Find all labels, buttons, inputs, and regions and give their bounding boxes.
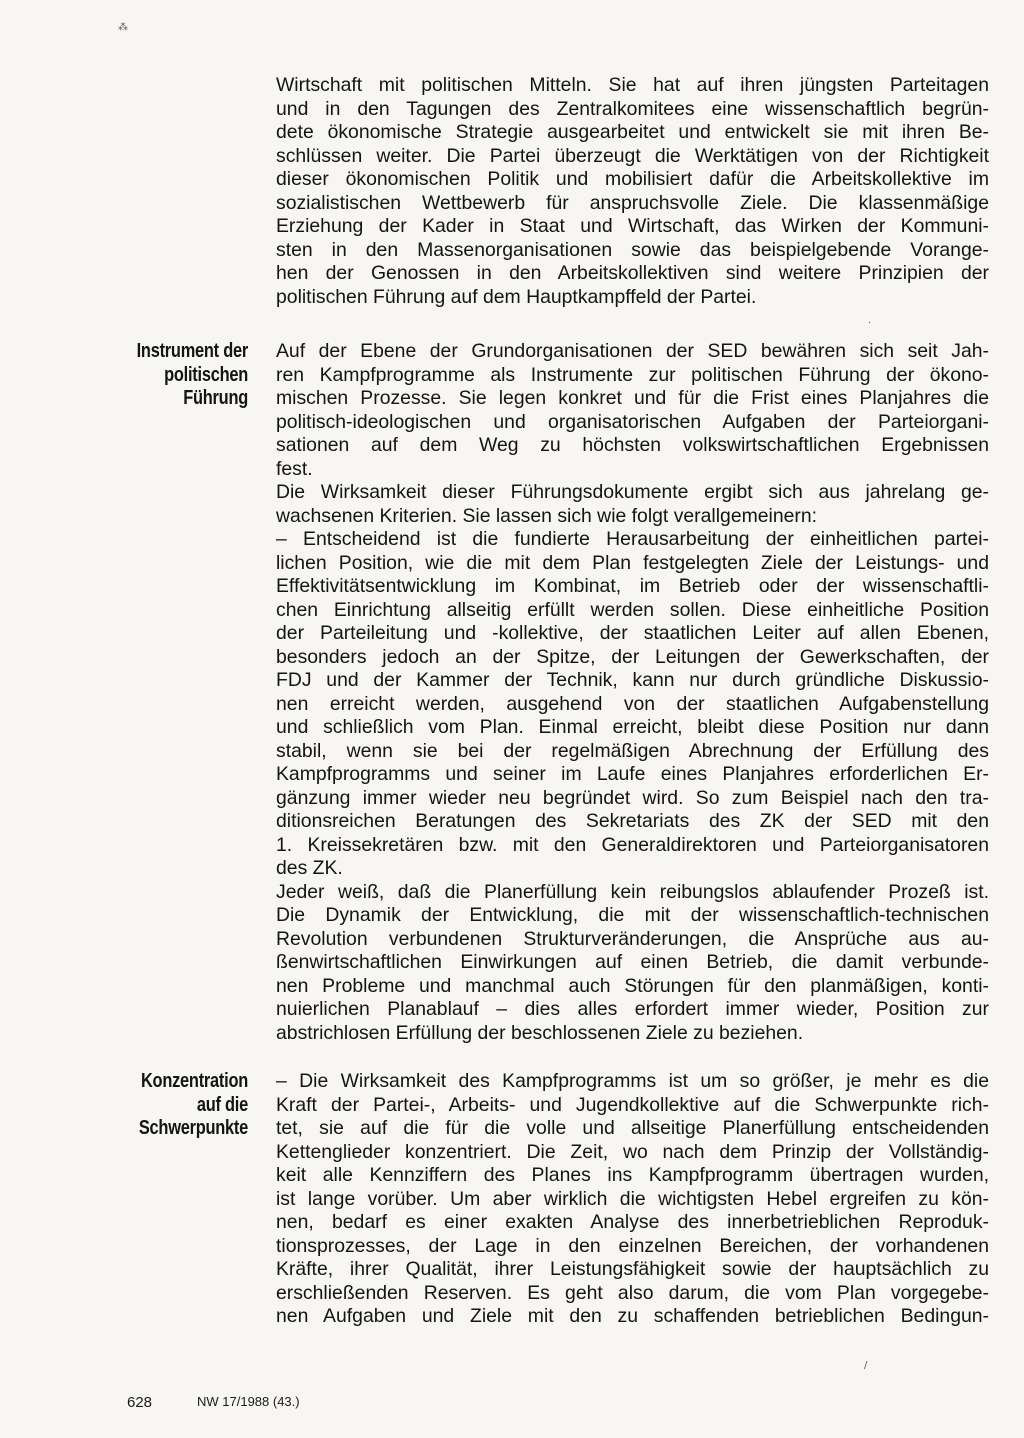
text-line: – Die Wirksamkeit des Kampfprogramms ist um so größer, je mehr es die <box>276 1070 989 1092</box>
text-line: wachsenen Kriterien. Sie lassen sich wie folgt verallgemeinern: <box>276 504 818 527</box>
text-line: lichen Position, wie die mit dem Plan festgelegten Ziele der Leistungs- und <box>276 551 989 574</box>
text-line: besonders jedoch an der Spitze, der Leitungen der Gewerkschaften, der <box>276 645 989 668</box>
text-line: erschließenden Reserven. Es geht also darum, die vom Plan vorgegebe- <box>276 1281 989 1304</box>
text-line: Erziehung der Kader in Staat und Wirtschaft, das Wirken der Kommuni- <box>276 215 989 237</box>
text-block-instrument <box>276 340 989 1045</box>
text-line: Die Dynamik der Entwicklung, die mit der wissenschaftlich-technischen <box>276 904 989 926</box>
text-line: mischen Prozesse. Sie legen konkret und für die Frist eines Planjahres die <box>276 387 989 409</box>
text-line: ßenwirtschaftlichen Einwirkungen auf einen Betrieb, die damit verbunde- <box>276 951 989 973</box>
text-line: Kettenglieder konzentriert. Die Zeit, wo nach dem Prinzip der Vollständig- <box>276 1140 989 1163</box>
text-line: ist lange vorüber. Um aber wirklich die wichtigsten Hebel ergreifen zu kön- <box>276 1187 989 1210</box>
text-line: und in den Tagungen des Zentralkomitees eine wissenschaftlich begrün- <box>276 97 989 120</box>
text-line: und schließlich vom Plan. Einmal erreicht, bleibt diese Position nur dann <box>276 716 989 738</box>
text-line: nen Probleme und manchmal auch Störungen für den planmäßigen, konti- <box>276 974 989 997</box>
text-line: Auf der Ebene der Grundorganisationen der SED bewähren sich seit Jah- <box>276 340 989 362</box>
text-line: gänzung immer wieder neu begründet wird. So zum Beispiel nach den tra- <box>276 786 989 809</box>
text-line: des ZK. <box>276 857 343 879</box>
text-line: stabil, wenn sie bei der regelmäßigen Abrechnung der Erfüllung des <box>276 739 989 762</box>
text-line: ditionsreichen Beratungen des Sekretariats des ZK der SED mit den <box>276 810 989 832</box>
text-block-opening <box>276 74 989 309</box>
text-line: politisch-ideologischen und organisatorischen Aufgaben der Parteiorgani- <box>276 410 989 433</box>
text-line: schlüssen weiter. Die Partei überzeugt die Werktätigen von der Richtigkeit <box>276 144 989 167</box>
text-line: Effektivitätsentwicklung im Kombinat, im Betrieb oder der wissenschaftli- <box>276 575 989 597</box>
text-line: – Entscheidend ist die fundierte Herausarbeitung der einheitlichen partei- <box>276 528 989 550</box>
margin-note-line: Schwerpunkte <box>138 1117 248 1139</box>
text-line: hen der Genossen in den Arbeitskollektiven sind weitere Prinzipien der <box>276 262 989 284</box>
text-line: nen, bedarf es einer exakten Analyse des innerbetrieblichen Reproduk- <box>276 1211 989 1233</box>
scan-speck-icon: ⁂ <box>118 22 128 33</box>
page-number: 628 <box>127 1394 153 1411</box>
text-line: Kräfte, ihrer Qualität, ihrer Leistungsfähigkeit sowie der hauptsächlich zu <box>276 1258 989 1280</box>
text-line: abstrichlosen Erfüllung der beschlossenen Ziele zu beziehen. <box>276 1021 804 1044</box>
text-line: nen Aufgaben und Ziele mit den zu schaffenden betrieblichen Bedingun- <box>276 1305 989 1327</box>
margin-note-line: Führung <box>183 387 248 409</box>
margin-note-line: politischen <box>164 363 248 386</box>
text-line: sozialistischen Wettbewerb für anspruchsvolle Ziele. Die klassenmäßige <box>276 191 989 214</box>
text-line: FDJ und der Kammer der Technik, kann nur durch gründliche Diskussio- <box>276 669 989 691</box>
text-line: tionsprozesses, der Lage in den einzelnen Bereichen, der vorhandenen <box>276 1234 989 1257</box>
text-line: Die Wirksamkeit dieser Führungsdokumente ergibt sich aus jahrelang ge- <box>276 481 989 503</box>
text-line: sationen auf dem Weg zu höchsten volkswirtschaftlichen Ergebnissen <box>276 434 989 456</box>
text-line: keit alle Kennziffern des Planes ins Kampfprogramm übertragen wurden, <box>276 1164 989 1186</box>
text-line: tet, sie auf die für die volle und allseitige Planerfüllung entscheidenden <box>276 1117 989 1139</box>
margin-note-line: auf die <box>196 1093 248 1116</box>
margin-note-line: Instrument der <box>136 340 248 362</box>
text-line: Jeder weiß, daß die Planerfüllung kein reibungslos ablaufender Prozeß ist. <box>276 880 989 903</box>
text-line: dieser ökonomischen Politik und mobilisiert dafür die Arbeitskollektive im <box>276 168 989 190</box>
margin-note-konzentration <box>92 1070 248 1141</box>
scan-speck-icon: / <box>864 1360 868 1371</box>
margin-note-line: Konzentration <box>140 1070 248 1092</box>
text-line: Kraft der Partei-, Arbeits- und Jugendkollektive auf die Schwerpunkte rich- <box>276 1093 989 1116</box>
text-line: der Parteileitung und -kollektive, der staatlichen Leiter auf allen Ebenen, <box>276 622 989 644</box>
text-line: 1. Kreissekretären bzw. mit den Generaldirektoren und Parteiorganisatoren <box>276 833 989 856</box>
text-line: Wirtschaft mit politischen Mitteln. Sie hat auf ihren jüngsten Parteitagen <box>276 74 989 96</box>
text-line: sten in den Massenorganisationen sowie das beispielgebende Vorange- <box>276 238 989 261</box>
text-block-konzentration <box>276 1070 989 1329</box>
text-line: nen erreicht werden, ausgehend von der staatlichen Aufgabenstellung <box>276 692 989 715</box>
text-line: fest. <box>276 457 313 480</box>
source-reference: NW 17/1988 (43.) <box>197 1394 300 1409</box>
scan-speck-icon: · <box>868 318 872 329</box>
text-line: ren Kampfprogramme als Instrumente zur politischen Führung der ökono- <box>276 363 989 386</box>
text-line: chen Einrichtung allseitig erfüllt werden sollen. Diese einheitliche Position <box>276 598 989 621</box>
text-line: Revolution verbundenen Strukturveränderungen, die Ansprüche aus au- <box>276 927 989 950</box>
text-line: Kampfprogramms und seiner im Laufe eines Planjahres erforderlichen Er- <box>276 763 989 785</box>
margin-note-instrument <box>92 340 248 411</box>
text-line: nuierlichen Planablauf – dies alles erfordert immer wieder, Position zur <box>276 998 989 1020</box>
text-line: dete ökonomische Strategie ausgearbeitet und entwickelt sie mit ihren Be- <box>276 121 989 143</box>
text-line: politischen Führung auf dem Hauptkampffeld der Partei. <box>276 285 757 308</box>
